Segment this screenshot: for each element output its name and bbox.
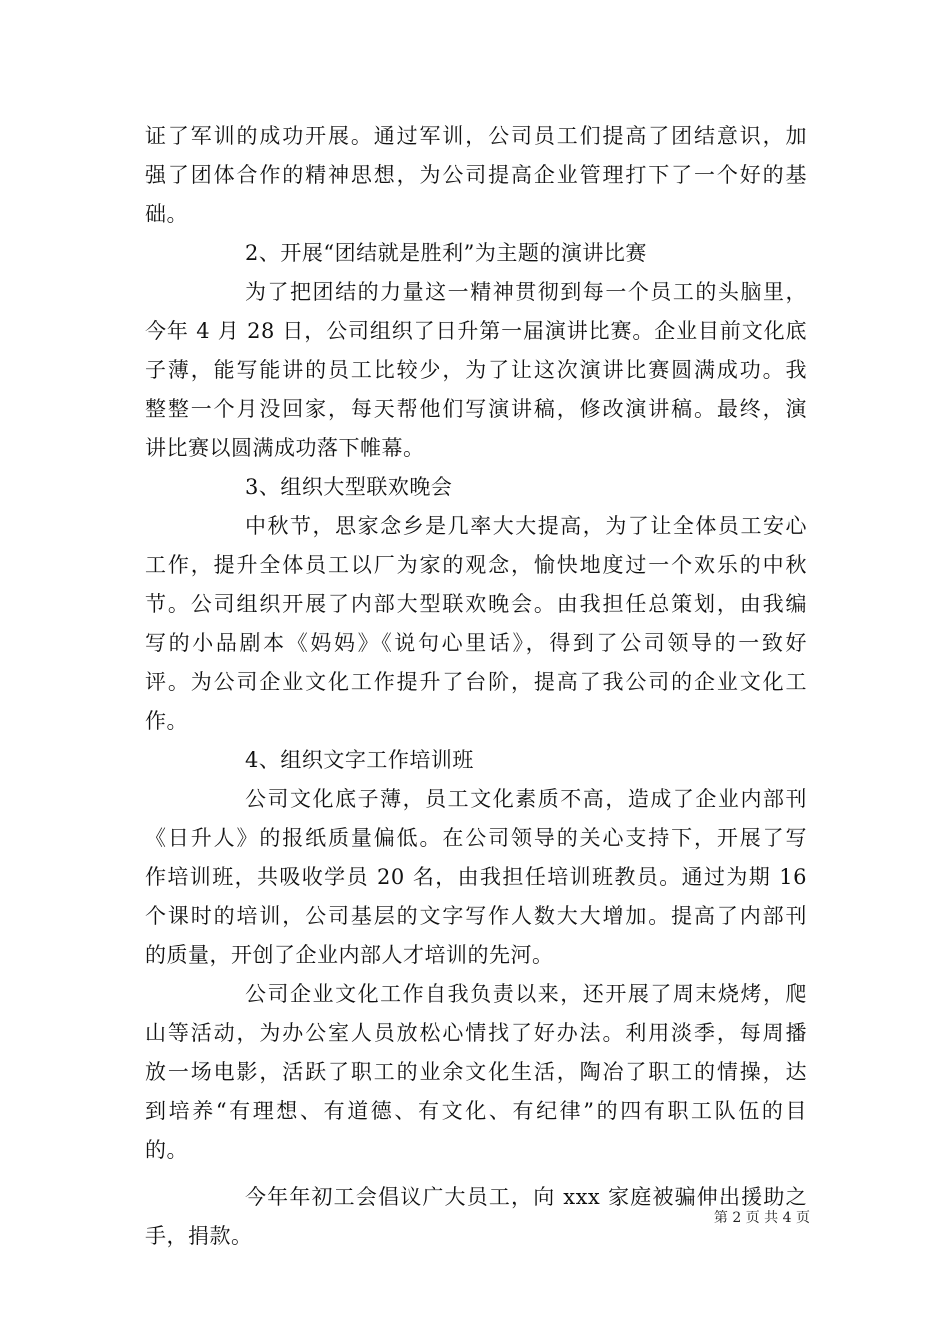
document-body — [145, 117, 807, 1256]
heading-writing-training — [145, 741, 807, 780]
text-line: 《日升人》的报纸质量偏低。在公司领导的关心支持下，开展了写 — [145, 826, 807, 850]
heading-gala — [145, 468, 807, 507]
heading-speech-contest — [145, 234, 807, 273]
text-line: 讲比赛以圆满成功落下帷幕。 — [145, 436, 425, 460]
text-line: 个课时的培训，公司基层的文字写作人数大大增加。提高了内部刊 — [145, 904, 807, 928]
text-line: 为了把团结的力量这一精神贯彻到每一个员工的头脑里， — [245, 280, 807, 304]
text-line: 今年 4 月 28 日，公司组织了日升第一届演讲比赛。企业目前文化底 — [145, 319, 807, 343]
text-line: 放一场电影，活跃了职工的业余文化生活，陶冶了职工的情操，达 — [145, 1060, 807, 1084]
text-line: 作。 — [145, 709, 188, 733]
paragraph-military-training — [145, 117, 807, 234]
paragraph-gala — [145, 507, 807, 741]
text-line: 山等活动，为办公室人员放松心情找了好办法。利用淡季，每周播 — [145, 1021, 807, 1045]
text-line: 公司文化底子薄，员工文化素质不高，造成了企业内部刊 — [245, 787, 807, 811]
paragraph-speech-contest — [145, 273, 807, 468]
text-line: 的质量，开创了企业内部人才培训的先河。 — [145, 943, 554, 967]
text-line: 础。 — [145, 202, 188, 226]
text-line: 手，捐款。 — [145, 1224, 253, 1248]
section-heading: 2、开展“团结就是胜利”为主题的演讲比赛 — [245, 241, 647, 265]
text-line: 公司企业文化工作自我负责以来，还开展了周末烧烤，爬 — [245, 982, 807, 1006]
text-line: 子薄，能写能讲的员工比较少，为了让这次演讲比赛圆满成功。我 — [145, 358, 807, 382]
text-line: 证了军训的成功开展。通过军训，公司员工们提高了团结意识，加 — [145, 124, 807, 148]
text-line: 整整一个月没回家，每天帮他们写演讲稿，修改演讲稿。最终，演 — [145, 397, 807, 421]
section-heading: 4、组织文字工作培训班 — [245, 748, 474, 772]
text-line: 到培养“有理想、有道德、有文化、有纪律”的四有职工队伍的目 — [145, 1099, 807, 1123]
text-line: 作培训班，共吸收学员 20 名，由我担任培训班教员。通过为期 16 — [145, 865, 807, 889]
text-line: 工作，提升全体员工以厂为家的观念，愉快地度过一个欢乐的中秋 — [145, 553, 807, 577]
text-line: 今年年初工会倡议广大员工，向 xxx 家庭被骗伸出援助之 — [245, 1185, 807, 1209]
section-heading: 3、组织大型联欢晚会 — [245, 475, 453, 499]
text-line: 写的小品剧本《妈妈》《说句心里话》，得到了公司领导的一致好 — [145, 631, 807, 655]
paragraph-writing-training — [145, 780, 807, 975]
text-line: 节。公司组织开展了内部大型联欢晚会。由我担任总策划，由我编 — [145, 592, 807, 616]
text-line: 评。为公司企业文化工作提升了台阶，提高了我公司的企业文化工 — [145, 670, 807, 694]
page-number-footer: 第 2 页 共 4 页 — [713, 1210, 810, 1226]
text-line: 强了团体合作的精神思想，为公司提高企业管理打下了一个好的基 — [145, 163, 807, 187]
paragraph-gap — [145, 1170, 807, 1178]
text-line: 的。 — [145, 1138, 188, 1162]
text-line: 中秋节，思家念乡是几率大大提高，为了让全体员工安心 — [245, 514, 807, 538]
paragraph-activities — [145, 975, 807, 1170]
